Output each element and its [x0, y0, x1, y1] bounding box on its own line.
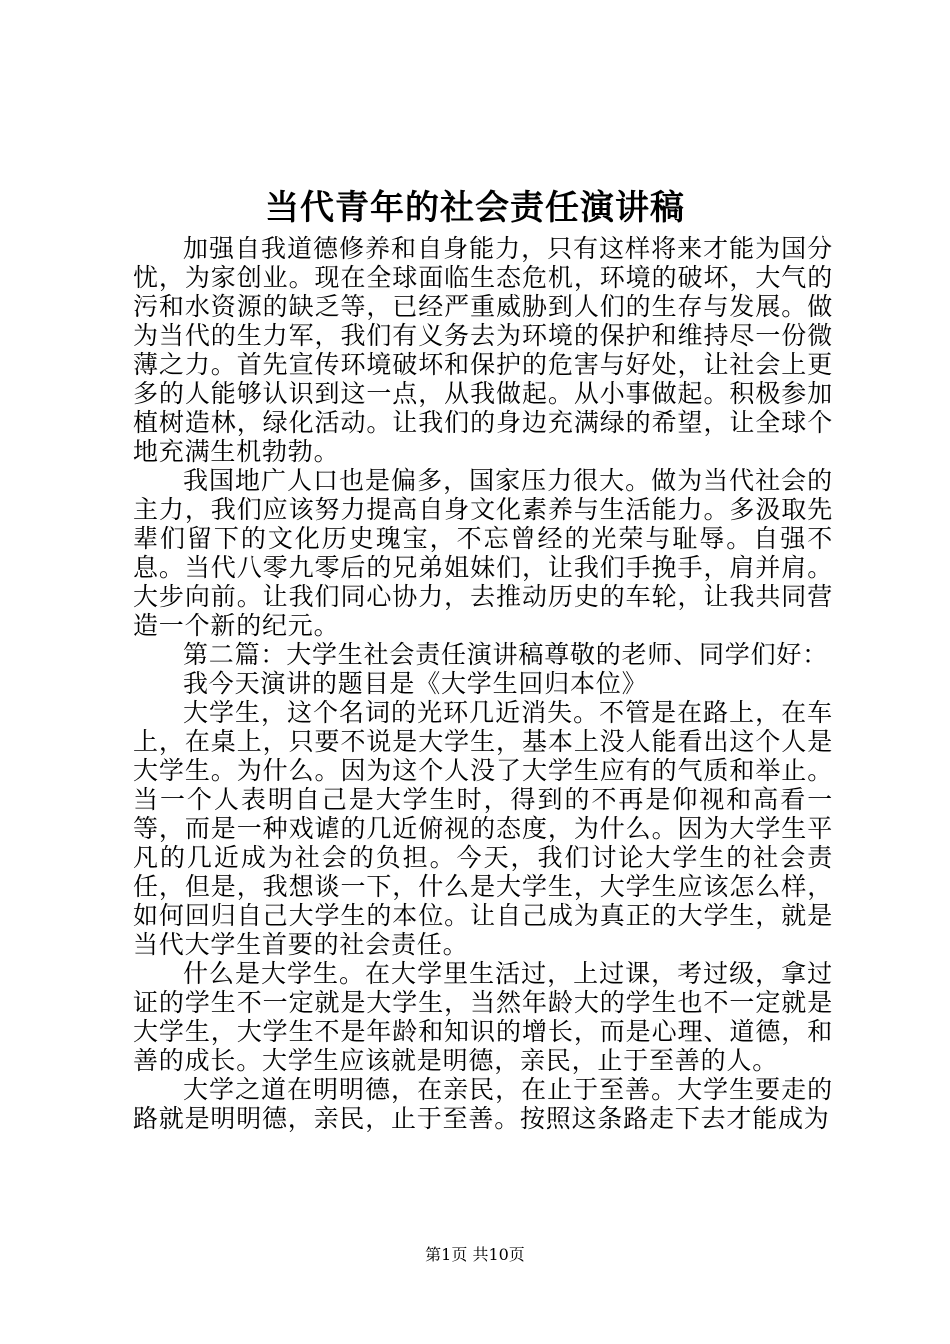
paragraph: 我今天演讲的题目是《大学生回归本位》 [183, 669, 648, 698]
paragraph: 加强自我道德修养和自身能力，只有这样将来才能为国分忧，为家创业。现在全球面临生态危机，环境的破坏，大气的污和水资源的缺乏等，已经严重威胁到人们的生存与发展。做为当代的生力军，我们有义务去为环境的保护和维持尽一份微薄之力。首先宣传环境破坏和保护的危害与好处，让社会上更多的人能够认识到这一点，从我做起。从小事做起。积极参加植树造林，绿化活动。让我们的身边充满绿的希望，让全球个地充满生机勃勃。 [133, 234, 833, 466]
paragraph: 第二篇：大学生社会责任演讲稿尊敬的老师、同学们好： [183, 640, 829, 669]
page-number-footer: 第1页 共10页 [425, 1245, 525, 1264]
paragraph: 我国地广人口也是偏多，国家压力很大。做为当代社会的主力，我们应该努力提高自身文化素养与生活能力。多汲取先辈们留下的文化历史瑰宝，不忘曾经的光荣与耻辱。自强不息。当代八零九零后的兄弟姐妹们，让我们手挽手，肩并肩。大步向前。让我们同心协力，去推动历史的车轮，让我共同营造一个新的纪元。 [133, 466, 833, 640]
paragraph: 大学生，这个名词的光环几近消失。不管是在路上，在车上，在桌上，只要不说是大学生，基本上没人能看出这个人是大学生。为什么。因为这个人没了大学生应有的气质和举止。当一个人表明自己是大学生时，得到的不再是仰视和高看一等，而是一种戏谑的几近俯视的态度，为什么。因为大学生平凡的几近成为社会的负担。今天，我们讨论大学生的社会责任，但是，我想谈一下，什么是大学生，大学生应该怎么样，如何回归自己大学生的本位。让自己成为真正的大学生，就是当代大学生首要的社会责任。 [133, 698, 833, 959]
document-body [133, 234, 833, 1133]
paragraph: 什么是大学生。在大学里生活过，上过课，考过级，拿过证的学生不一定就是大学生，当然年龄大的学生也不一定就是大学生，大学生不是年龄和知识的增长，而是心理、道德，和善的成长。大学生应该就是明德，亲民，止于至善的人。 [133, 959, 833, 1075]
document-title: 当代青年的社会责任演讲稿 [265, 188, 685, 228]
paragraph: 大学之道在明明德，在亲民，在止于至善。大学生要走的路就是明明德，亲民，止于至善。按照这条路走下去才能成为 [133, 1075, 833, 1133]
